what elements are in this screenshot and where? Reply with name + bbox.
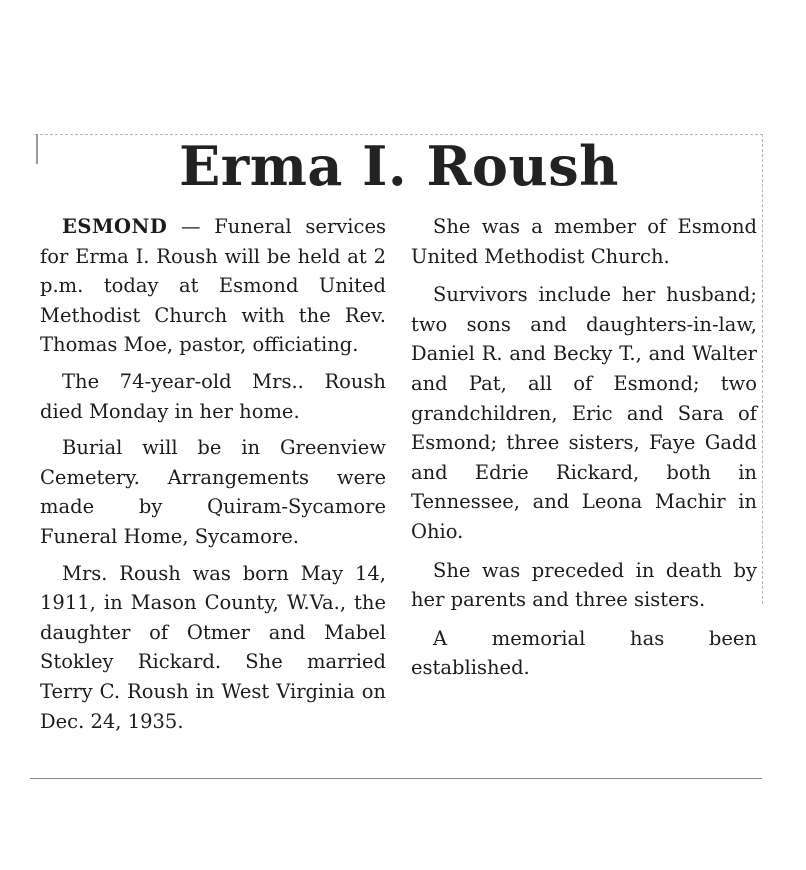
clipping-left-edge [36, 134, 38, 164]
paragraph: A memorial has been established. [411, 626, 757, 680]
paragraph: The 74-year-old Mrs.. Roush died Monday in her home. [40, 369, 386, 423]
clipping-bottom-edge [30, 778, 762, 779]
obituary-headline: Erma I. Roush [179, 134, 619, 198]
dateline-dash: — [167, 215, 215, 238]
paragraph [40, 212, 386, 360]
paragraph: Burial will be in Greenview Cemetery. Arrangements were made by Quiram-Sycamore Funeral Home, Sycamore. [40, 436, 386, 548]
paragraph: She was preceded in death by her parents and three sisters. [411, 558, 757, 612]
paragraph: Survivors include her husband; two sons and daughters-in-law, Daniel R. and Becky T., and Walter and Pat, all of Esmond; two grandchildren, Eric and Sara of Esmond; three sisters, Faye Gadd and Edrie Rickard, both in Tennessee, and Leona Machir in Ohio. [411, 283, 757, 543]
paragraph: Mrs. Roush was born May 14, 1911, in Mason County, W.Va., the daughter of Otmer and Mabel Stokley Rickard. She married Terry C. Roush in West Virginia on Dec. 24, 1935. [40, 561, 386, 733]
paragraph-text: Funeral services for Erma I. Roush will be held at 2 p.m. today at Esmond United Methodist Church with the Rev. Thomas Moe, pastor, officiating. [40, 215, 386, 357]
paragraph: She was a member of Esmond United Methodist Church. [411, 215, 757, 268]
clipping-right-edge [762, 134, 763, 604]
right-column [411, 212, 757, 692]
dateline: ESMOND [62, 215, 168, 238]
left-column [40, 212, 386, 743]
